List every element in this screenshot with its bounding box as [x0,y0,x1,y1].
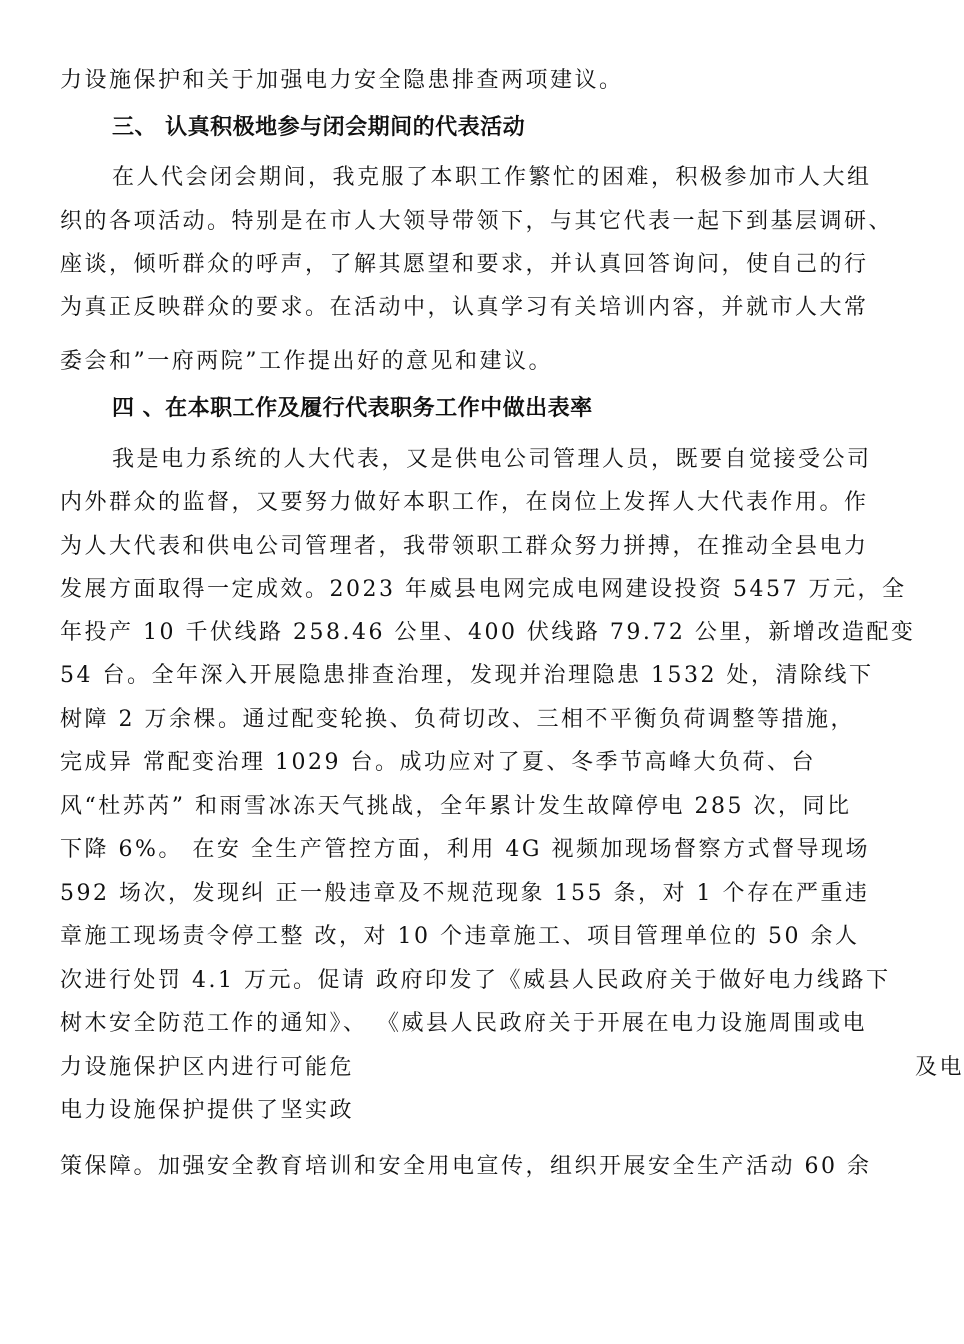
section-heading-4: 四 、在本职工作及履行代表职务工作中做出表率 [112,396,593,421]
paragraph-line: 完成异 常配变治理 1029 台。成功应对了夏、冬季节高峰大负荷、台 [60,750,816,775]
paragraph-line: 委会和”一府两院”工作提出好的意见和建议。 [60,349,553,374]
paragraph-line: 为人大代表和供电公司管理者，我带领职工群众努力拼搏，在推动全县电力 [60,534,869,559]
paragraph-line: 592 场次，发现纠 正一般违章及不规范现象 155 条，对 1 个存在严重违 [60,881,870,906]
paragraph-line: 发展方面取得一定成效。2023 年威县电网完成电网建设投资 5457 万元，全 [60,577,907,602]
paragraph-line: 为真正反映群众的要求。在活动中，认真学习有关培训内容，并就市人大常 [60,295,869,320]
paragraph-line: 织的各项活动。特别是在市人大领导带领下，与其它代表一起下到基层调研、 [60,209,894,234]
paragraph-line: 树木安全防范工作的通知》、 《威县人民政府关于开展在电力设施周围或电 [60,1011,867,1036]
paragraph-line: 树障 2 万余棵。通过配变轮换、负荷切改、三相不平衡负荷调整等措施， [60,707,855,732]
paragraph-line: 下降 6%。 在安 全生产管控方面，利用 4G 视频加现场督察方式督导现场 [60,837,870,862]
paragraph-line: 内外群众的监督，又要努力做好本职工作，在岗位上发挥人大代表作用。作 [60,490,869,515]
paragraph-line: 在人代会闭会期间，我克服了本职工作繁忙的困难，积极参加市人大组 [112,165,872,190]
paragraph-line: 策保障。加强安全教育培训和安全用电宣传，组织开展安全生产活动 60 余 [60,1154,872,1179]
paragraph-line: 54 台。全年深入开展隐患排查治理，发现并治理隐患 1532 处，清除线下 [60,663,874,688]
paragraph-line: 风“杜苏芮” 和雨雪冰冻天气挑战，全年累计发生故障停电 285 次，同比 [60,794,852,819]
paragraph-line: 次进行处罚 4.1 万元。促请 政府印发了《威县人民政府关于做好电力线路下 [60,968,891,993]
paragraph-line: 章施工现场责令停工整 改，对 10 个违章施工、项目管理单位的 50 余人 [60,924,860,949]
paragraph-line: 力设施保护和关于加强电力安全隐患排查两项建议。 [60,68,624,93]
paragraph-line: 力设施保护区内进行可能危 [60,1055,355,1080]
section-heading-3: 三、 认真积极地参与闭会期间的代表活动 [112,115,526,140]
paragraph-line: 电力设施保护提供了坚实政 [60,1098,355,1123]
paragraph-line: 年投产 10 千伏线路 258.46 公里、400 伏线路 79.72 公里，新增改造配变 [60,620,916,645]
clipped-text-fragment: 及电 [915,1055,964,1080]
paragraph-line: 我是电力系统的人大代表，又是供电公司管理人员，既要自觉接受公司 [112,447,872,472]
paragraph-line: 座谈，倾听群众的呼声，了解其愿望和要求，并认真回答询问，使自己的行 [60,252,869,277]
